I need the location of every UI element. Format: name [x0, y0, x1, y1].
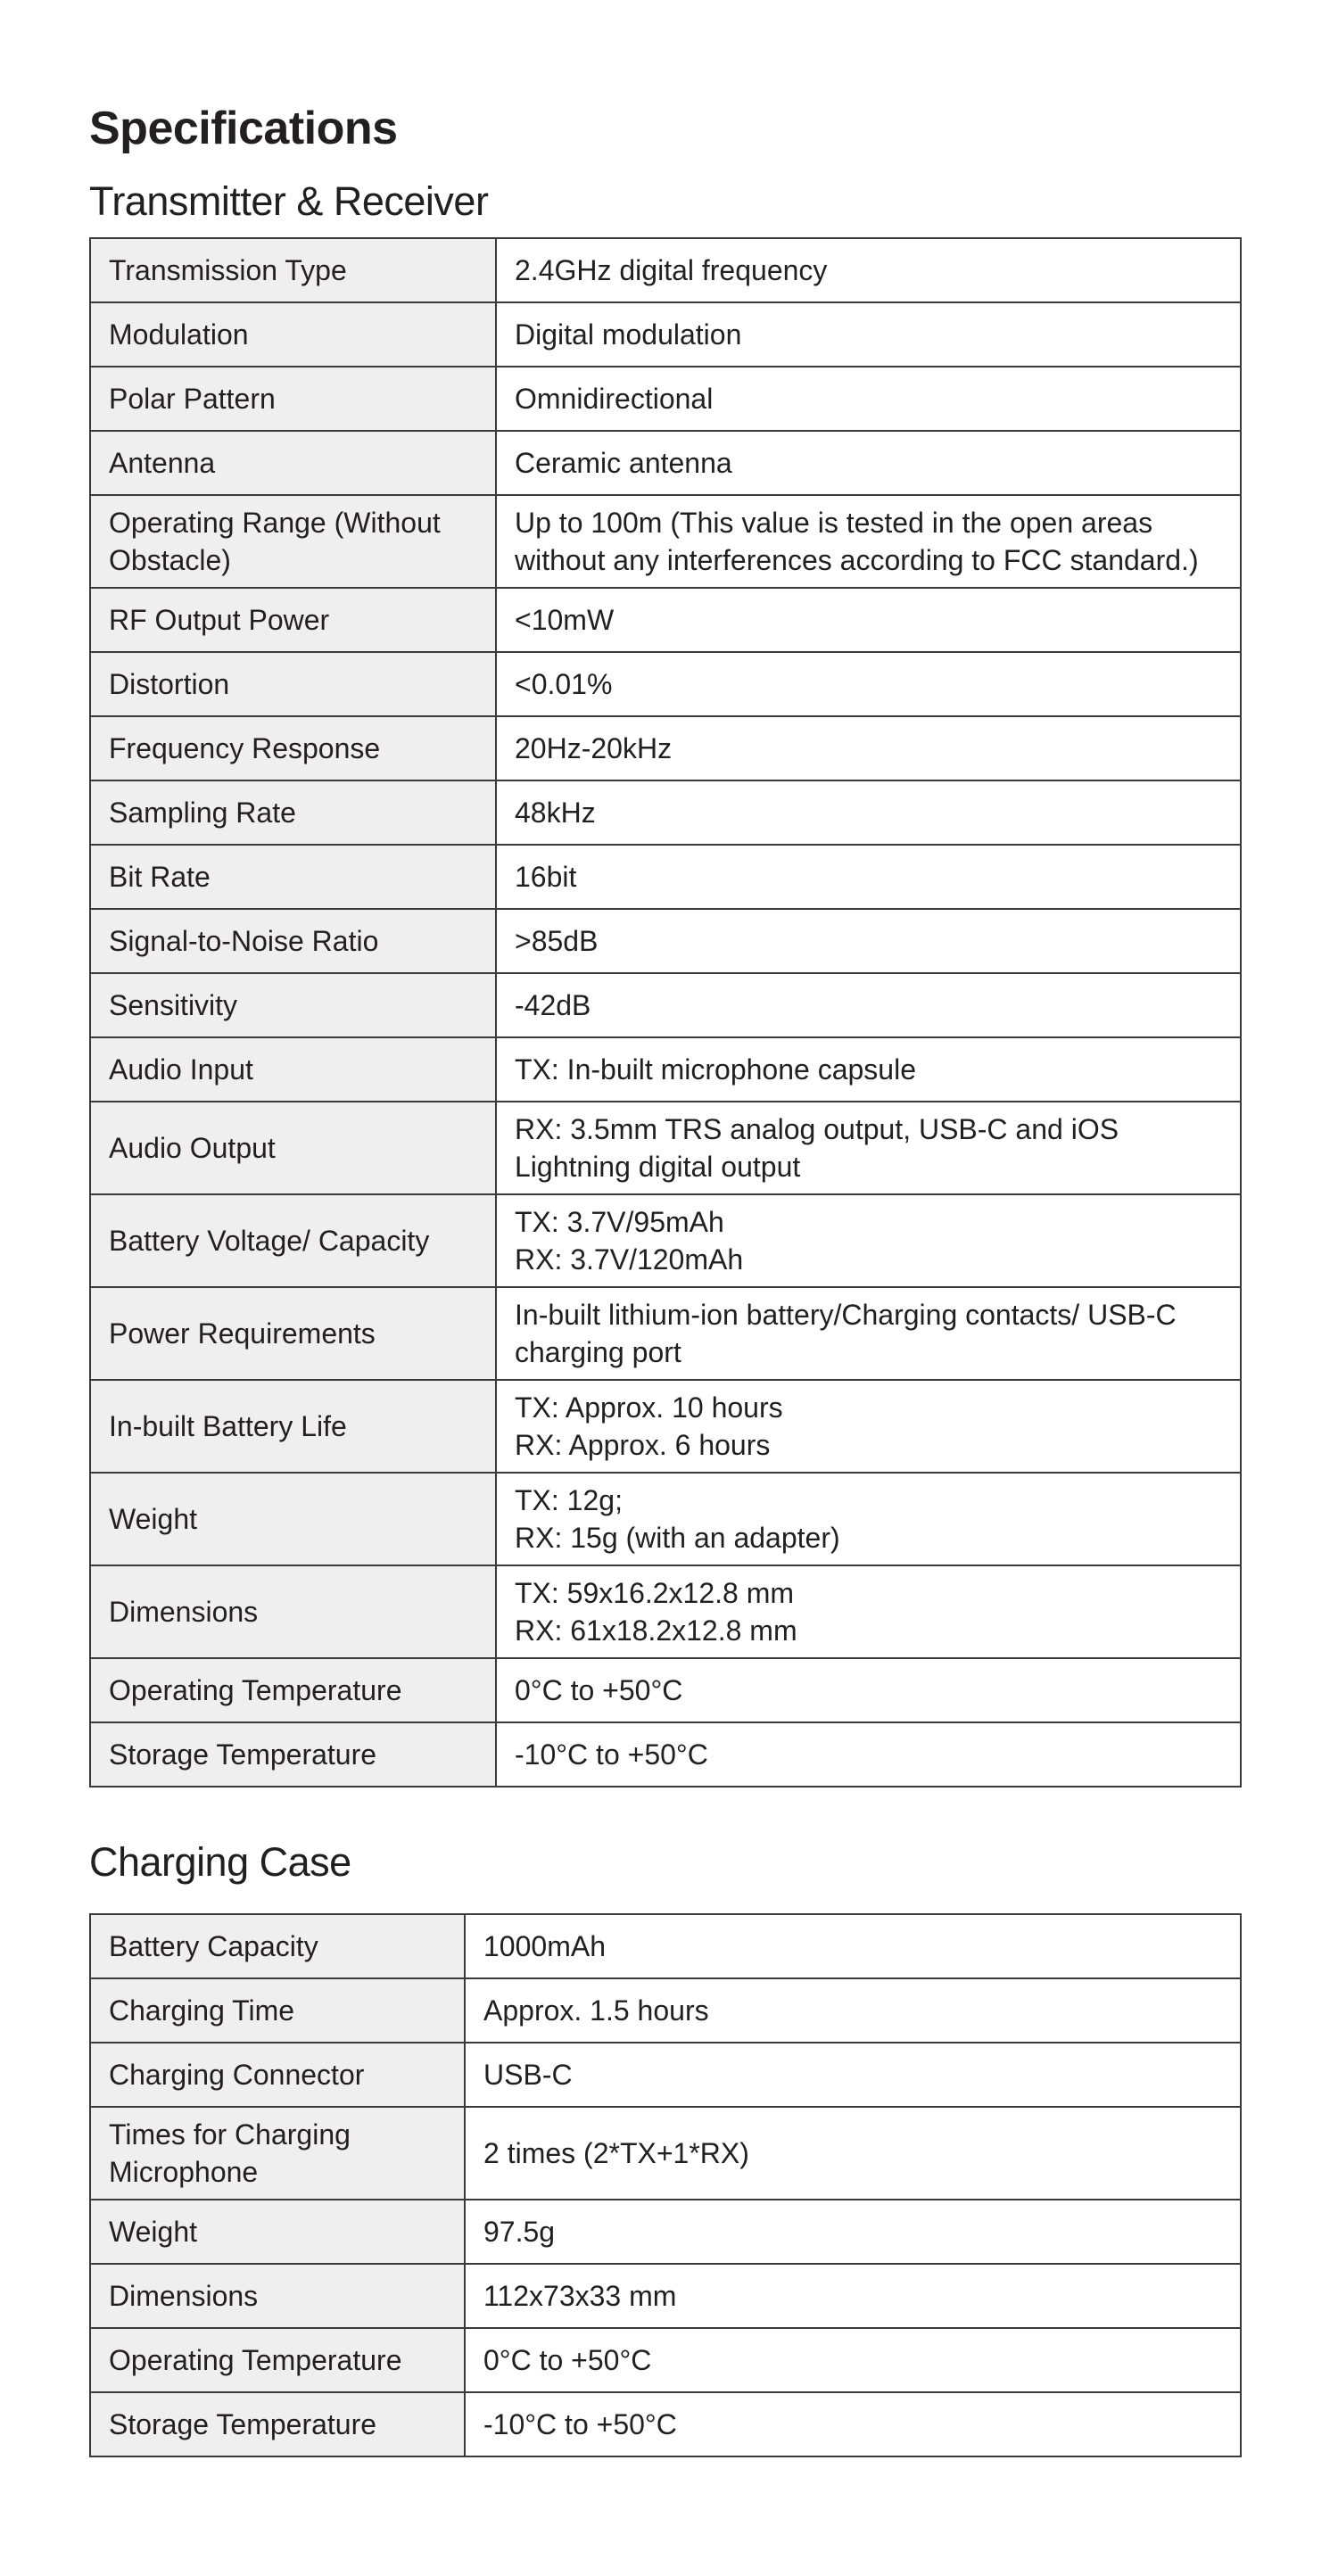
spec-value: [465, 2328, 1241, 2392]
spec-value-line: USB-C: [483, 2059, 573, 2091]
table-row: [90, 1287, 1241, 1380]
spec-value-line: RX: 15g (with an adapter): [515, 1522, 840, 1554]
spec-value: [496, 973, 1241, 1037]
spec-value-line: Ceramic antenna: [515, 447, 732, 479]
spec-label: Storage Temperature: [90, 2392, 465, 2456]
table-row: [90, 2328, 1241, 2392]
spec-label: Weight: [90, 2200, 465, 2264]
spec-value: [465, 2392, 1241, 2456]
spec-value-line: TX: 3.7V/95mAh: [515, 1206, 724, 1238]
spec-value: [465, 2200, 1241, 2264]
table-row: [90, 1380, 1241, 1473]
section-heading-transmitter-receiver: Transmitter & Receiver: [89, 178, 489, 224]
spec-label: Audio Input: [90, 1037, 496, 1102]
table-row: [90, 1194, 1241, 1287]
spec-label: Operating Temperature: [90, 2328, 465, 2392]
table-row: [90, 238, 1241, 302]
spec-value-line: 0°C to +50°C: [515, 1674, 683, 1706]
table-row: [90, 431, 1241, 495]
spec-value: [496, 588, 1241, 652]
table-row: [90, 716, 1241, 780]
spec-value-line: 1000mAh: [483, 1930, 606, 1962]
spec-value-line: 16bit: [515, 861, 577, 893]
table-row: [90, 1914, 1241, 1978]
spec-value: [496, 238, 1241, 302]
spec-label: Audio Output: [90, 1102, 496, 1194]
spec-label: Frequency Response: [90, 716, 496, 780]
spec-value: [496, 1565, 1241, 1658]
table-row: [90, 367, 1241, 431]
spec-value: [496, 1287, 1241, 1380]
spec-value: [496, 909, 1241, 973]
spec-value-line: >85dB: [515, 925, 599, 957]
spec-label: Sensitivity: [90, 973, 496, 1037]
spec-label: Dimensions: [90, 1565, 496, 1658]
spec-value: [496, 1037, 1241, 1102]
table-row: [90, 845, 1241, 909]
table-row: [90, 495, 1241, 588]
spec-value: [496, 1102, 1241, 1194]
table-row: [90, 2107, 1241, 2200]
spec-value: [496, 495, 1241, 588]
spec-value-line: RX: 61x18.2x12.8 mm: [515, 1614, 797, 1647]
spec-label: Times for Charging Microphone: [90, 2107, 465, 2200]
spec-value-line: 2 times (2*TX+1*RX): [483, 2137, 749, 2169]
spec-value-line: RX: 3.7V/120mAh: [515, 1243, 744, 1276]
spec-value-line: 20Hz-20kHz: [515, 732, 673, 764]
table-row: [90, 2264, 1241, 2328]
table-row: [90, 1102, 1241, 1194]
page-title: Specifications: [89, 103, 398, 154]
spec-label: Charging Connector: [90, 2043, 465, 2107]
spec-value: [496, 367, 1241, 431]
spec-value-line: RX: 3.5mm TRS analog output, USB-C and iOS Lightning digital output: [515, 1113, 1119, 1183]
spec-label: Sampling Rate: [90, 780, 496, 845]
spec-label: Charging Time: [90, 1978, 465, 2043]
spec-label: In-built Battery Life: [90, 1380, 496, 1473]
spec-value-line: Up to 100m (This value is tested in the open areas without any interferences according to FCC standard.): [515, 507, 1199, 576]
spec-label: Signal-to-Noise Ratio: [90, 909, 496, 973]
spec-value: [496, 716, 1241, 780]
spec-value-line: Approx. 1.5 hours: [483, 1994, 709, 2027]
spec-label: Bit Rate: [90, 845, 496, 909]
spec-label: Transmission Type: [90, 238, 496, 302]
spec-value-line: Omnidirectional: [515, 383, 714, 415]
spec-value-line: 112x73x33 mm: [483, 2280, 677, 2312]
spec-value-line: TX: 59x16.2x12.8 mm: [515, 1577, 795, 1609]
spec-label: Polar Pattern: [90, 367, 496, 431]
table-row: [90, 909, 1241, 973]
spec-label: Dimensions: [90, 2264, 465, 2328]
spec-value: [496, 780, 1241, 845]
spec-value-line: TX: Approx. 10 hours: [515, 1391, 783, 1424]
spec-label: Antenna: [90, 431, 496, 495]
spec-label: Operating Temperature: [90, 1658, 496, 1722]
spec-value-line: 2.4GHz digital frequency: [515, 254, 828, 286]
spec-label: Distortion: [90, 652, 496, 716]
table-row: [90, 1565, 1241, 1658]
spec-value-line: 97.5g: [483, 2216, 556, 2248]
spec-label: Battery Voltage/ Capacity: [90, 1194, 496, 1287]
spec-value-line: 0°C to +50°C: [483, 2344, 652, 2376]
spec-value-line: RX: Approx. 6 hours: [515, 1429, 771, 1461]
spec-value: [496, 652, 1241, 716]
spec-label: Modulation: [90, 302, 496, 367]
spec-value-line: -10°C to +50°C: [515, 1738, 708, 1771]
spec-value-line: <0.01%: [515, 668, 613, 700]
spec-value: [465, 2107, 1241, 2200]
table-row: [90, 1658, 1241, 1722]
table-row: [90, 1473, 1241, 1565]
table-row: [90, 302, 1241, 367]
spec-value-line: 48kHz: [515, 797, 596, 829]
table-row: [90, 973, 1241, 1037]
spec-label: Storage Temperature: [90, 1722, 496, 1787]
table-row: [90, 1722, 1241, 1787]
spec-value-line: Digital modulation: [515, 318, 742, 351]
table-row: [90, 652, 1241, 716]
table-row: [90, 780, 1241, 845]
spec-value-line: TX: 12g;: [515, 1484, 623, 1516]
spec-label: Operating Range (Without Obstacle): [90, 495, 496, 588]
spec-value: [496, 1194, 1241, 1287]
spec-value: [496, 431, 1241, 495]
spec-value-line: -42dB: [515, 989, 591, 1021]
spec-label: Weight: [90, 1473, 496, 1565]
spec-value: [465, 2264, 1241, 2328]
spec-value-line: -10°C to +50°C: [483, 2408, 677, 2440]
spec-value: [496, 1722, 1241, 1787]
spec-table-transmitter-receiver: [89, 237, 1242, 1788]
spec-value: [496, 1380, 1241, 1473]
spec-table-charging-case: [89, 1913, 1242, 2457]
spec-value: [465, 2043, 1241, 2107]
section-heading-charging-case: Charging Case: [89, 1839, 351, 1885]
spec-value-line: TX: In-built microphone capsule: [515, 1053, 916, 1086]
spec-label: Battery Capacity: [90, 1914, 465, 1978]
spec-value: [465, 1978, 1241, 2043]
spec-label: Power Requirements: [90, 1287, 496, 1380]
spec-value: [496, 845, 1241, 909]
table-row: [90, 2392, 1241, 2456]
spec-value: [496, 1658, 1241, 1722]
spec-label: RF Output Power: [90, 588, 496, 652]
spec-value: [465, 1914, 1241, 1978]
table-row: [90, 1978, 1241, 2043]
table-row: [90, 588, 1241, 652]
spec-value-line: <10mW: [515, 604, 615, 636]
spec-value: [496, 302, 1241, 367]
table-row: [90, 2200, 1241, 2264]
table-row: [90, 1037, 1241, 1102]
spec-value-line: In-built lithium-ion battery/Charging contacts/ USB-C charging port: [515, 1299, 1177, 1368]
table-row: [90, 2043, 1241, 2107]
spec-value: [496, 1473, 1241, 1565]
